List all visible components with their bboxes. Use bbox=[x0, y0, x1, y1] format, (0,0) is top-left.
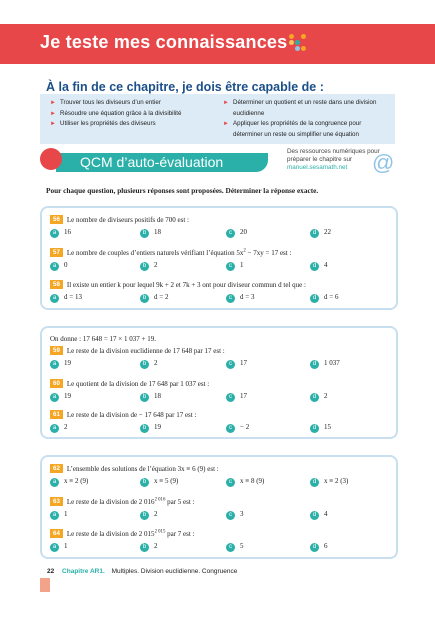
footer bbox=[47, 568, 237, 575]
answer-58-d[interactable]: d d = 6 bbox=[310, 293, 338, 303]
arrow-icon: ► bbox=[223, 121, 229, 127]
answer-62-d[interactable]: d x ≡ 2 (3) bbox=[310, 477, 348, 487]
answer-56-b[interactable]: b 18 bbox=[140, 228, 161, 238]
question-box-2 bbox=[40, 326, 398, 439]
question-62: 62 L’ensemble des solutions de l’équation 3x ≡ 6 (9) est : bbox=[50, 464, 219, 473]
answer-58-c[interactable]: c d = 3 bbox=[226, 293, 254, 303]
answer-62-a[interactable]: a x ≡ 2 (9) bbox=[50, 477, 88, 487]
qcm-circle-icon bbox=[40, 148, 62, 170]
resources-link[interactable]: manuel.sesamath.net bbox=[287, 163, 348, 171]
answer-59-b[interactable]: b 2 bbox=[140, 359, 158, 369]
objective-item: ► Trouver tous les diviseurs d’un entier bbox=[50, 98, 210, 109]
answer-60-d[interactable]: d 2 bbox=[310, 392, 328, 402]
header-band bbox=[0, 24, 435, 64]
answer-57-a[interactable]: a 0 bbox=[50, 261, 68, 271]
decorative-dots-icon bbox=[289, 34, 309, 54]
instructions: Pour chaque question, plusieurs réponses sont proposées. Déterminer la réponse exacte. bbox=[46, 186, 319, 195]
answer-63-b[interactable]: b 2 bbox=[140, 510, 158, 520]
answer-63-a[interactable]: a 1 bbox=[50, 510, 68, 520]
page-number: 22 bbox=[47, 568, 55, 575]
arrow-icon: ► bbox=[50, 121, 56, 127]
objective-item: ► Résoudre une équation grâce à la divisibilité bbox=[50, 109, 210, 120]
arrow-icon: ► bbox=[50, 100, 56, 106]
question-64: 64 Le reste de la division de 2 $015^{2 015}$ par 7 est : bbox=[50, 529, 195, 538]
given-data: On donne : 17 648 = 17 × 1 037 + 19. bbox=[50, 335, 156, 343]
answer-63-d[interactable]: d 4 bbox=[310, 510, 328, 520]
answer-62-c[interactable]: c x ≡ 8 (9) bbox=[226, 477, 264, 487]
answer-59-a[interactable]: a 19 bbox=[50, 359, 71, 369]
answer-56-a[interactable]: a 16 bbox=[50, 228, 71, 238]
objectives-right bbox=[223, 98, 388, 140]
answer-64-d[interactable]: d 6 bbox=[310, 542, 328, 552]
question-58: 58 Il existe un entier k pour lequel 9k + 2 et 7k + 3 ont pour diviseur commun d tel que : bbox=[50, 280, 306, 289]
question-56: 56 Le nombre de diviseurs positifs de 700 est : bbox=[50, 215, 189, 224]
qcm-title: QCM d’auto-évaluation bbox=[80, 154, 224, 170]
chapter-title: Multiples. Division euclidienne. Congruence bbox=[111, 568, 238, 575]
answer-64-a[interactable]: a 1 bbox=[50, 542, 68, 552]
at-icon: @ bbox=[372, 150, 395, 175]
arrow-icon: ► bbox=[50, 110, 56, 117]
answer-56-d[interactable]: d 22 bbox=[310, 228, 331, 238]
footer-bar bbox=[40, 578, 50, 592]
chapter-label: Chapitre AR1. bbox=[62, 568, 105, 575]
objectives-left bbox=[50, 98, 210, 130]
answer-56-c[interactable]: c 20 bbox=[226, 228, 247, 238]
resources-text: Des ressources numériques pour préparer le chapitre sur manuel.sesamath.net bbox=[287, 148, 380, 171]
answer-61-b[interactable]: b 19 bbox=[140, 423, 161, 433]
answer-58-a[interactable]: a d = 13 bbox=[50, 293, 82, 303]
objective-item: ► Déterminer un quotient et un reste dans une division euclidienne bbox=[223, 99, 377, 117]
question-60: 60 Le quotient de la division de 17 648 par 1 037 est : bbox=[50, 379, 209, 388]
question-57: 57 Le nombre de couples d’entiers naturels vérifiant l’équation $5x^2 - 7xy = 17$ est : bbox=[50, 248, 291, 257]
answer-62-b[interactable]: b x ≡ 5 (9) bbox=[140, 477, 178, 487]
answer-64-c[interactable]: c 5 bbox=[226, 542, 244, 552]
answer-61-a[interactable]: a 2 bbox=[50, 423, 68, 433]
answer-60-b[interactable]: b 18 bbox=[140, 392, 161, 402]
answer-59-d[interactable]: d 1 037 bbox=[310, 359, 340, 369]
answer-57-d[interactable]: d 4 bbox=[310, 261, 328, 271]
answer-60-c[interactable]: c 17 bbox=[226, 392, 247, 402]
objectives-title: À la fin de ce chapitre, je dois être capable de : bbox=[46, 80, 324, 94]
question-63: 63 Le reste de la division de 2 $016^{2 016}$ par 5 est : bbox=[50, 497, 195, 506]
question-box-3 bbox=[40, 455, 398, 559]
question-box-1 bbox=[40, 206, 398, 310]
question-61: 61 Le reste de la division de − 17 648 par 17 est : bbox=[50, 410, 196, 419]
answer-64-b[interactable]: b 2 bbox=[140, 542, 158, 552]
page-title: Je teste mes connaissances bbox=[40, 32, 288, 52]
answer-61-d[interactable]: d 15 bbox=[310, 423, 331, 433]
answer-57-b[interactable]: b 2 bbox=[140, 261, 158, 271]
objectives-box bbox=[40, 94, 395, 144]
answer-58-b[interactable]: b d = 2 bbox=[140, 293, 168, 303]
arrow-icon: ► bbox=[223, 100, 229, 106]
question-59: 59 Le reste de la division euclidienne de 17 648 par 17 est : bbox=[50, 346, 225, 355]
answer-61-c[interactable]: c − 2 bbox=[226, 423, 249, 433]
answer-63-c[interactable]: c 3 bbox=[226, 510, 244, 520]
answer-59-c[interactable]: c 17 bbox=[226, 359, 247, 369]
objective-item: ► Utiliser les propriétés des diviseurs bbox=[50, 119, 210, 130]
answer-60-a[interactable]: a 19 bbox=[50, 392, 71, 402]
objective-item: ► Appliquer les propriétés de la congruence pour déterminer un reste ou simplifier une équation bbox=[223, 120, 362, 138]
qcm-band bbox=[56, 153, 268, 172]
answer-57-c[interactable]: c 1 bbox=[226, 261, 244, 271]
